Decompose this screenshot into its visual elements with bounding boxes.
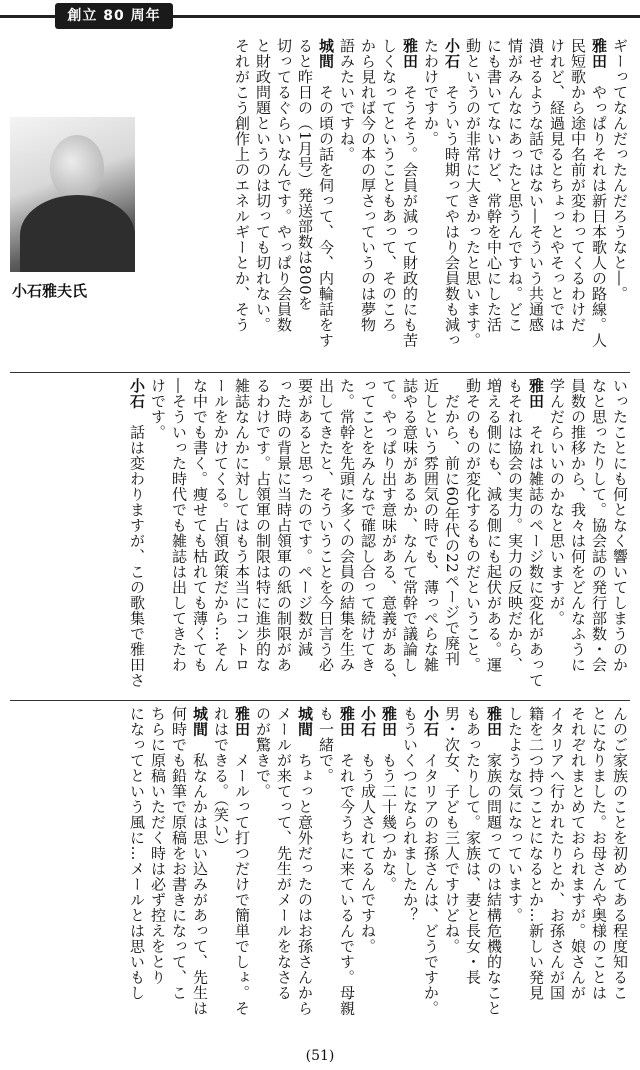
text-line xyxy=(399,38,420,368)
speaker-name: 雅田 xyxy=(233,706,251,737)
line-text: けです。 xyxy=(149,378,167,440)
line-text: ってことをみんなで確認し合って続けてき xyxy=(359,378,377,673)
line-text: 何時でも鉛筆で原稿をお書きになって、こ xyxy=(170,706,188,1001)
text-line xyxy=(189,706,210,1041)
line-text: な中でも書く。痩せても枯れても薄くても xyxy=(191,378,209,673)
speaker-name: 雅田 xyxy=(338,706,356,737)
text-line xyxy=(210,706,231,1041)
text-line xyxy=(273,378,294,696)
line-text: た。常幹を先頭に多くの会員の結集を生み xyxy=(338,378,356,673)
text-line xyxy=(378,378,399,696)
header-bar xyxy=(0,0,640,34)
speaker-name: 雅田 xyxy=(590,38,608,69)
line-text: ギーってなんだったんだろうなと―。 xyxy=(611,38,629,302)
text-line xyxy=(147,378,168,696)
text-line xyxy=(294,38,315,368)
line-text: ちらに原稿いただく時は必ず控えをとり xyxy=(149,706,167,985)
photo-caption: 小石雅夫氏 xyxy=(12,282,88,300)
line-text: 男・次女、子ども三人ですけどね。 xyxy=(443,706,461,954)
text-line xyxy=(483,706,504,1041)
speaker-name: 小石 xyxy=(128,378,146,409)
line-text: て。やっぱり出す意味がある、意義がある、 xyxy=(380,378,398,688)
line-text: もういくつになられましたか？ xyxy=(401,706,419,923)
text-line xyxy=(357,378,378,696)
speaker-name: 城間 xyxy=(296,706,314,737)
portrait-photo xyxy=(10,117,135,272)
line-text: と財政問題というのは切っても切れない。 xyxy=(254,38,272,333)
line-text: したような気になっています。 xyxy=(506,706,524,923)
article-section-3 xyxy=(10,706,630,1041)
line-text: そういう時期ってやはり会員数も減っ xyxy=(443,84,461,348)
line-text: もあったりして。家族は、妻と長女・長 xyxy=(464,706,482,985)
portrait-head xyxy=(50,135,104,201)
line-text: 出してきたと、そういうことを今日言う必 xyxy=(317,378,335,673)
line-text: メールって打つだけで簡単でしょ。そ xyxy=(233,752,251,1016)
text-line xyxy=(399,706,420,1041)
text-line xyxy=(504,38,525,368)
text-line xyxy=(231,706,252,1041)
text-line xyxy=(441,378,462,696)
text-line xyxy=(525,706,546,1041)
text-line xyxy=(294,378,315,696)
line-text: 切ってるぐらいなんです。やっぱり会員数 xyxy=(275,38,293,333)
text-line xyxy=(231,378,252,696)
speaker-name: 小石 xyxy=(422,706,440,737)
line-text: いったことにも何となく響いてしまうのか xyxy=(611,378,629,673)
line-text: もう成人されてるんですね。 xyxy=(359,752,377,954)
line-text: けれど、経過見るとちょっとやそっとでは xyxy=(548,38,566,333)
speaker-name: 雅田 xyxy=(380,706,398,737)
text-line xyxy=(315,378,336,696)
text-line xyxy=(462,378,483,696)
text-line xyxy=(567,38,588,368)
line-text: しくなってということもあって、そのころ xyxy=(380,38,398,333)
text-line xyxy=(588,38,609,368)
text-line xyxy=(126,706,147,1041)
text-line xyxy=(252,378,273,696)
line-text: るわけです。占領軍の制限は特に進歩的な xyxy=(254,378,272,673)
text-line xyxy=(546,38,567,368)
line-text: イタリアのお孫さんは、どうですか。 xyxy=(422,752,440,1016)
speaker-name: 城間 xyxy=(317,38,335,69)
line-text: 話は変わりますが、この歌集で雅田さ xyxy=(128,424,146,688)
text-line xyxy=(546,706,567,1041)
text-line xyxy=(483,38,504,368)
section-divider-1 xyxy=(10,372,630,373)
header-tab xyxy=(55,3,173,29)
line-text: ―そういった時代でも雑誌は出してきたわ xyxy=(170,378,188,673)
article-section-2 xyxy=(10,378,630,696)
speaker-name: 小石 xyxy=(443,38,461,69)
line-text: んのご家族のことを初めてある程度知るこ xyxy=(611,706,629,1001)
section-divider-2 xyxy=(10,700,630,701)
line-text: それで今うちに来ているんです。母親 xyxy=(338,752,356,1016)
text-line xyxy=(336,38,357,368)
text-line xyxy=(525,38,546,368)
text-line xyxy=(336,378,357,696)
text-line xyxy=(315,38,336,368)
text-line xyxy=(441,38,462,368)
text-line xyxy=(336,706,357,1041)
text-line xyxy=(189,378,210,696)
line-text: だから、前に60年代の22ページで廃刊 xyxy=(443,378,461,667)
line-text: なと思ったりして。協会誌の発行部数・会 xyxy=(590,378,608,673)
text-line xyxy=(294,706,315,1041)
line-text: そうそう。会員が減って財政的にも苦 xyxy=(401,84,419,348)
text-line xyxy=(273,706,294,1041)
text-line xyxy=(378,38,399,368)
speaker-name: 城間 xyxy=(191,706,209,737)
line-text: メールが来てって、先生がメールをなさる xyxy=(275,706,293,1001)
page-number: (51) xyxy=(305,1048,335,1064)
portrait-body xyxy=(20,195,135,272)
line-text: った時の背景に当時占領軍の紙の制限があ xyxy=(275,378,293,673)
line-text: もそれは協会の実力。実力の反映だから、 xyxy=(506,378,524,673)
speaker-name: 雅田 xyxy=(485,706,503,737)
line-text: 籍を二つ持つことになるとか…新しい発見 xyxy=(527,706,545,1001)
text-line xyxy=(483,378,504,696)
line-text: 動そのものが変化するものだということ。 xyxy=(464,378,482,673)
line-text: 情がみんなにあったと思うんですね。どこ xyxy=(506,38,524,333)
line-text: 学んだらいいのかなと思いますが。 xyxy=(548,378,566,626)
text-line xyxy=(168,378,189,696)
text-line xyxy=(273,38,294,368)
text-line xyxy=(357,38,378,368)
text-line xyxy=(462,38,483,368)
text-line xyxy=(567,378,588,696)
text-line xyxy=(252,38,273,368)
line-text: れはできる。（笑い） xyxy=(212,706,230,854)
line-text: になってという風に…メールとは思いもし xyxy=(128,706,146,1001)
text-line xyxy=(609,706,630,1041)
line-text: それぞれまとめておられますが。娘さんが xyxy=(569,706,587,1001)
text-line xyxy=(609,378,630,696)
line-text: 民短歌から途中名前が変わってくるわけだ xyxy=(569,38,587,333)
line-text: 員数の推移から、我々は何をどんなふうに xyxy=(569,378,587,673)
line-text: ると昨日の（1月号）発送部数は800を xyxy=(296,38,314,311)
text-line xyxy=(525,378,546,696)
line-text: とになりました。お母さんや奥様のことは xyxy=(590,706,608,1001)
line-text: その頃の話を伺って、今、内輪話をす xyxy=(317,84,335,348)
text-line xyxy=(504,378,525,696)
line-text: たわけですか。 xyxy=(422,38,440,147)
text-line xyxy=(252,706,273,1041)
speaker-name: 雅田 xyxy=(527,378,545,409)
speaker-name: 小石 xyxy=(359,706,377,737)
line-text: 近しという雰囲気の時でも、薄っぺらな雑 xyxy=(422,378,440,673)
line-text: 家族の問題ってのは結構危機的なこと xyxy=(485,752,503,1016)
text-line xyxy=(378,706,399,1041)
line-text: 動というのが非常に大きかったと思います。 xyxy=(464,38,482,348)
text-line xyxy=(588,706,609,1041)
text-line xyxy=(441,706,462,1041)
line-text: のが驚きで。 xyxy=(254,706,272,799)
text-line xyxy=(504,706,525,1041)
line-text: 増える側にも、減る側にも起伏がある。運 xyxy=(485,378,503,673)
line-text: 雑誌なんかに対してはもう本当にコントロ xyxy=(233,378,251,673)
text-line xyxy=(420,378,441,696)
text-line xyxy=(357,706,378,1041)
line-text: ールをかけてくる。占領政策だから…そん xyxy=(212,378,230,673)
line-text: 語みたいですね。 xyxy=(338,38,356,162)
speaker-name: 雅田 xyxy=(401,38,419,69)
line-text: 私なんかは思い込みがあって、先生は xyxy=(191,752,209,1016)
header-title: 創立 80 周年 xyxy=(67,8,161,24)
line-text: 潰せるような話ではない―そういう共通感 xyxy=(527,38,545,333)
line-text: やっぱりそれは新日本歌人の路線。人 xyxy=(590,84,608,348)
line-text: も一緒で。 xyxy=(317,706,335,784)
line-text: イタリアへ行かれたりとか、お孫さんが国 xyxy=(548,706,566,1001)
text-line xyxy=(609,38,630,368)
text-line xyxy=(147,706,168,1041)
text-line xyxy=(588,378,609,696)
text-line xyxy=(168,706,189,1041)
text-line xyxy=(462,706,483,1041)
line-text: それは雑誌のページ数に変化があって xyxy=(527,424,545,688)
text-line xyxy=(546,378,567,696)
line-text: ちょっと意外だったのはお孫さんから xyxy=(296,752,314,1016)
line-text: 要があると思ったのです。ページ数が減 xyxy=(296,378,314,657)
text-line xyxy=(126,378,147,696)
text-line xyxy=(231,38,252,368)
line-text: から見れば今の本の厚さっていうのは夢物 xyxy=(359,38,377,333)
text-line xyxy=(567,706,588,1041)
text-line xyxy=(315,706,336,1041)
text-line xyxy=(420,38,441,368)
line-text: 誌やる意味があるか、なんて常幹で議論し xyxy=(401,378,419,673)
text-line xyxy=(399,378,420,696)
line-text: にも書いてないけど、常幹を中心にした活 xyxy=(485,38,503,333)
text-line xyxy=(210,378,231,696)
article-section-1 xyxy=(143,38,630,368)
line-text: それがこう創作上のエネルギーとか、そう xyxy=(233,38,251,333)
text-line xyxy=(420,706,441,1041)
line-text: もう二十幾つかな。 xyxy=(380,752,398,892)
